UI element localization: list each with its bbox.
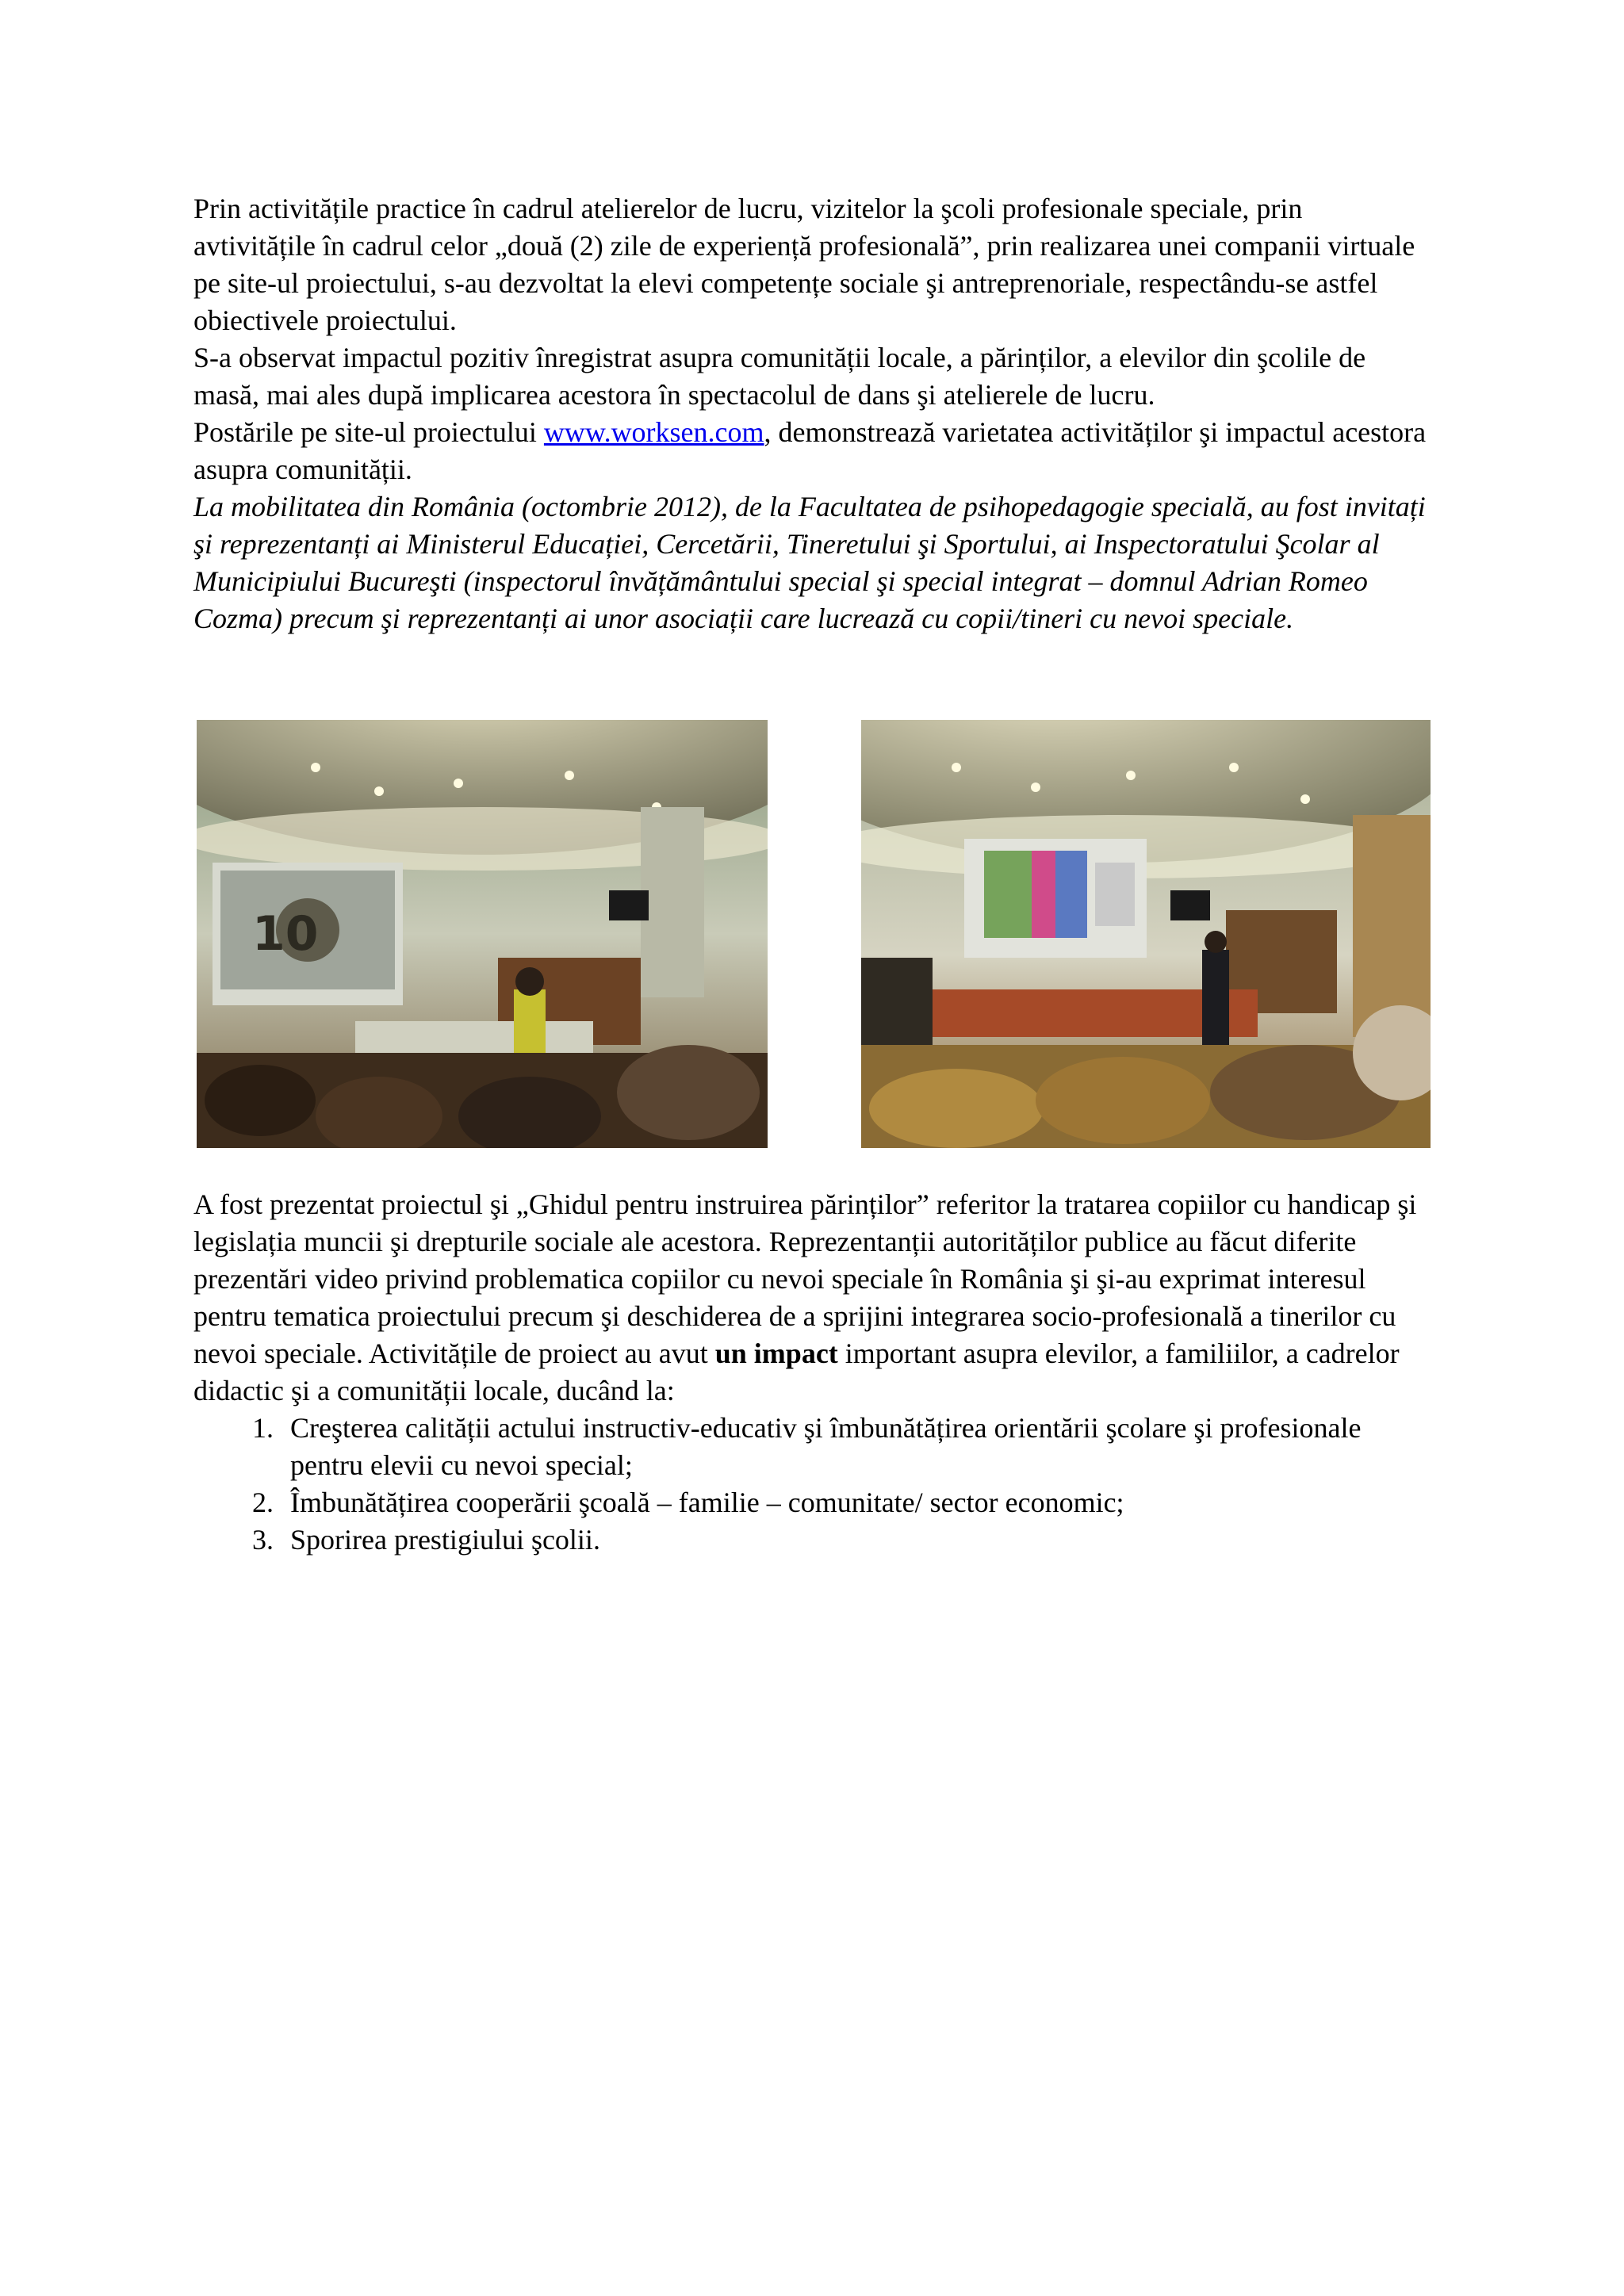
list-item (193, 1521, 1431, 1559)
photo-presentation-right (861, 720, 1431, 1148)
list-item-text: Sporirea prestigiului şcolii. (290, 1524, 600, 1556)
photo-left-slide-label: 10 (252, 906, 319, 962)
paragraph-mobility: La mobilitatea din România (octombrie 2012), de la Facultatea de psihopedagogie specială, au fost invitați şi reprezentanți ai Ministerul Educației, Cercetării, Tineretului şi Sportului, ai Inspectoratului Şcolar al Municipiului Bucureşti (inspectorul învățământului special şi special integrat – domnul Adrian Romeo Cozma) precum şi reprezentanți ai unor asociații care lucrează cu copii/tineri cu nevoi speciale. (193, 491, 1426, 634)
outcomes-list (193, 1410, 1431, 1559)
text-block-top (193, 190, 1431, 637)
list-item (193, 1410, 1431, 1484)
paragraph-posts-tail: , demonstrează varietatea activităților şi impactul acestora asupra comunității. (193, 416, 1427, 485)
list-item-number: 1. (252, 1412, 274, 1444)
list-item-text: Îmbunătățirea cooperării şcoală – familie – comunitate/ sector economic; (290, 1487, 1124, 1518)
photo-presentation-left (197, 720, 768, 1148)
paragraph-posts-lead: Postările pe site-ul proiectului (193, 416, 544, 448)
list-item-text: Creşterea calității actului instructiv-educativ şi îmbunătățirea orientării şcolare şi profesionale pentru elevii cu nevoi special; (290, 1412, 1362, 1481)
paragraph-guide-bold: un impact (714, 1337, 838, 1369)
paragraph-guide-lead: A fost prezentat proiectul şi „Ghidul pentru instruirea părinților” referitor la tratarea copiilor cu handicap şi legislația muncii şi drepturile sociale ale acestora. Reprezentanții autorităților publice au făcut diferite prezentări video privind problematica copiilor cu nevoi speciale în România şi şi-au exprimat interesul pentru tematica proiectului precum şi deschiderea de a sprijini integrarea socio-profesională a tinerilor cu nevoi speciale. Activitățile de proiect au avut (193, 1188, 1417, 1369)
list-item-number: 2. (252, 1487, 274, 1518)
photo-left-image (197, 720, 768, 1148)
photo-right-image (861, 720, 1431, 1148)
paragraph-posts (193, 414, 1431, 488)
paragraph-impact: S-a observat impactul pozitiv înregistrat asupra comunității locale, a părinților, a elevilor din şcolile de masă, mai ales după implicarea acestora în spectacolul de dans şi atelierele de lucru. (193, 342, 1366, 411)
paragraph-guide (193, 1186, 1431, 1410)
list-item-number: 3. (252, 1524, 274, 1556)
paragraph-guide-tail: important asupra elevilor, a familiilor, a cadrelor didactic şi a comunității locale, ducând la: (193, 1337, 1400, 1406)
worksen-link[interactable]: www.worksen.com (543, 416, 764, 448)
paragraph-activities: Prin activitățile practice în cadrul atelierelor de lucru, vizitelor la şcoli profesionale speciale, prin avtivitățile în cadrul celor „două (2) zile de experiență profesională”, prin realizarea unei companii virtuale pe site-ul proiectului, s-au dezvoltat la elevi competențe sociale şi antreprenoriale, respectându-se astfel obiectivele proiectului. (193, 193, 1415, 336)
list-item (193, 1484, 1431, 1521)
text-block-bottom (193, 1186, 1431, 1559)
